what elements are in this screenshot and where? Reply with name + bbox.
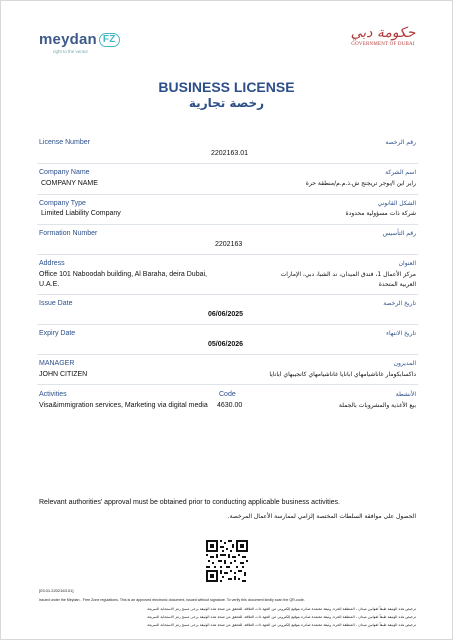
address-label-ar: العنوان [398,260,416,267]
company-type-value: Limited Liability Company [41,210,121,217]
address-value-ar-line1: مركز الأعمال 1، فندق الميدان، ند الشبا، دبي، الإمارات [280,271,416,278]
divider [37,163,418,164]
company-type-label-ar: الشكل القانوني [377,200,416,207]
document-title-arabic: رخصة تجارية [188,96,265,110]
expiry-date-label-ar: تاريخ الانتهاء [386,330,416,337]
divider [37,384,418,385]
formation-number-value: 2202163 [215,241,243,248]
issue-date-label-ar: تاريخ الرخصة [383,300,416,307]
activities-value: Visa&immigration services, Marketing via digital media [39,402,208,409]
divider [37,254,418,255]
divider [37,324,418,325]
company-type-value-ar: شركة ذات مسؤولية محدودة [345,210,416,217]
divider [37,354,418,355]
brand-suffix: FZ [99,33,120,47]
brand-tagline: right to the ventur [53,49,89,54]
expiry-date-value: 05/06/2026 [208,341,244,348]
address-value-line2: U.A.E. [39,281,60,288]
divider [37,294,418,295]
company-name-value: COMPANY NAME [41,180,98,187]
meydan-fz-logo [39,31,129,59]
brand-name: meydan [39,31,97,48]
company-name-label: Company Name [39,169,90,176]
issue-date-value: 06/06/2025 [208,311,244,318]
approval-note-ar: الحصول على موافقة السلطات المختصة إلزامي لممارسة الأعمال المرخصة. [227,513,416,520]
manager-value-ar: داكسابكومار غاناشيامهاي ابانايا غاناشيامهاي كانجيبهاي ابانايا [269,371,416,378]
license-number-label: License Number [39,139,90,146]
footer-issued-note-ar-1: ترخيص هذه الوثيقة طبقاً لقوانين ميدان - المنطقة الحرة. وثيقة معتمدة صادرة بتوقيع إلكتروني من الجهة ذات العلاقة. للتحقق من صحة هذه الوثيقة يرجى مسح رمز الاستجابة السريعة [147,607,416,611]
document-reference: [03.01.2202163.01] [39,588,74,593]
divider [37,224,418,225]
manager-value: JOHN CITIZEN [39,371,88,378]
activities-value-ar: بيع الأغذية والمشروبات بالجملة [338,402,416,409]
activities-label: Activities [39,391,67,398]
manager-label: MANAGER [39,360,75,367]
gov-logo-arabic: حكومة دبي [350,25,416,41]
address-value-line1: Office 101 Naboodah building, Al Baraha, deira Dubai, [39,271,207,278]
footer-issued-note: Issued under the Meydan - Free Zone regulations. This is an approved electronic document, issued without signature. To verify this document kindly scan the QR-code. [39,598,305,602]
activity-code-label: Code [219,391,236,398]
qr-code[interactable] [205,539,249,583]
footer-issued-note-ar-3: ترخيص هذه الوثيقة طبقاً لقوانين ميدان - المنطقة الحرة. وثيقة معتمدة صادرة بتوقيع إلكتروني من الجهة ذات العلاقة. للتحقق من صحة هذه الوثيقة يرجى مسح رمز الاستجابة السريعة [147,623,416,627]
formation-number-label-ar: رقم التأسيس [382,230,416,237]
government-of-dubai-logo [348,25,418,55]
gov-logo-english: GOVERNMENT OF DUBAI [351,42,415,47]
address-label: Address [39,260,65,267]
license-number-value: 2202163.01 [211,150,248,157]
manager-label-ar: المديرون [393,360,416,367]
activities-label-ar: الأنشطة [395,391,416,398]
address-value-ar-line2: العربية المتحدة [378,281,416,288]
license-number-label-ar: رقم الرخصة [385,139,416,146]
issue-date-label: Issue Date [39,300,73,307]
formation-number-label: Formation Number [39,230,98,237]
activity-code-value: 4630.00 [217,402,243,409]
footer-issued-note-ar-2: ترخيص هذه الوثيقة طبقاً لقوانين ميدان - المنطقة الحرة. وثيقة معتمدة صادرة بتوقيع إلكتروني من الجهة ذات العلاقة. للتحقق من صحة هذه الوثيقة يرجى مسح رمز الاستجابة السريعة [147,615,416,619]
divider [37,194,418,195]
document-title: BUSINESS LICENSE [158,79,295,95]
company-name-value-ar: راير اين ا/بوجر تريجنج ش.ذ.م.م/منطقة حرة [305,180,416,187]
approval-note: Relevant authorities' approval must be obtained prior to conducting applicable business activities. [39,499,340,506]
expiry-date-label: Expiry Date [39,330,76,337]
company-type-label: Company Type [39,200,86,207]
company-name-label-ar: اسم الشركة [385,169,416,176]
